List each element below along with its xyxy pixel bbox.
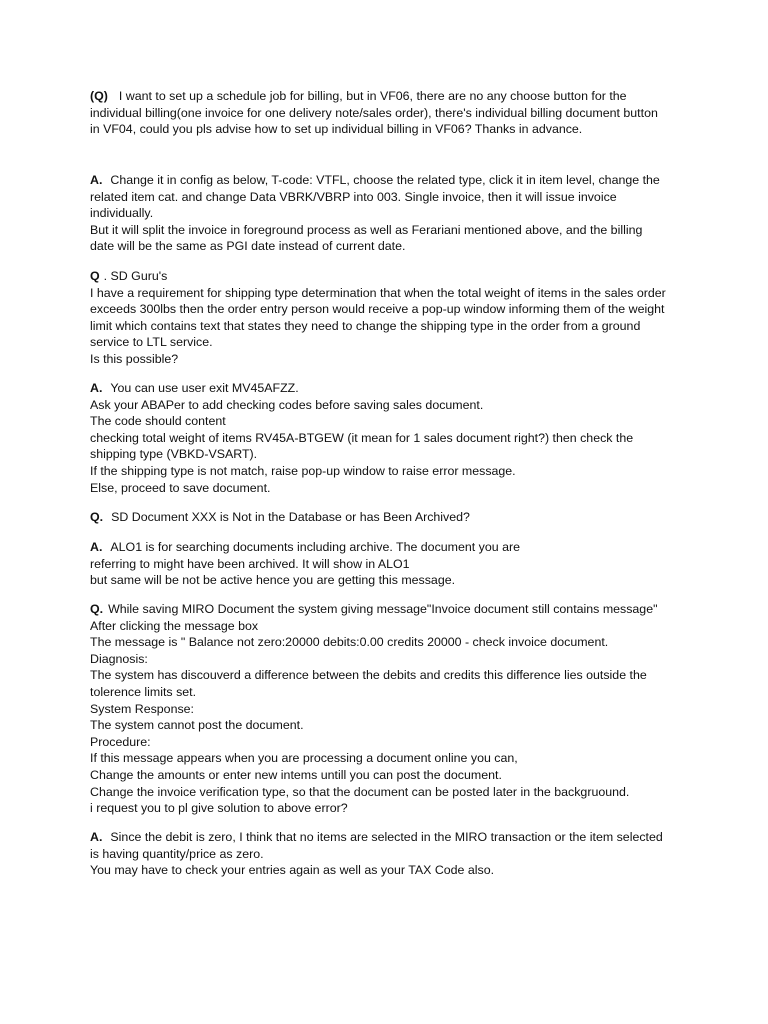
answer-line: Ask your ABAPer to add checking codes before saving sales document. (90, 397, 484, 412)
answer-line: Else, proceed to save document. (90, 480, 271, 495)
question-line: exceeds 300lbs then the order entry person would receive a pop-up window informing them of the weight (90, 302, 665, 317)
line-text: Change it in config as below, T-code: VTFL, choose the related type, click it in item level, change the (110, 173, 660, 187)
line-text: You can use user exit MV45AFZZ. (110, 381, 299, 395)
answer-marker: A. (90, 540, 103, 554)
answer-marker: A. (90, 173, 103, 187)
answer-line: You may have to check your entries again as well as your TAX Code also. (90, 863, 495, 878)
question-line: Change the amounts or enter new intems untill you can post the document. (90, 767, 502, 782)
answer-line (90, 539, 690, 556)
question-marker: Q. (90, 602, 104, 616)
question-line: Is this possible? (90, 351, 179, 366)
question-line: The system cannot post the document. (90, 718, 304, 733)
question-line: The message is " Balance not zero:20000 debits:0.00 credits 20000 - check invoice document. (90, 635, 609, 650)
line-text: . SD Guru's (103, 269, 168, 283)
answer-line: referring to might have been archived. It will show in ALO1 (90, 556, 410, 571)
question-line: System Response: (90, 701, 194, 716)
answer-line: The code should content (90, 414, 226, 429)
answer-line: shipping type (VBKD-VSART). (90, 447, 258, 462)
answer-line: but same will be not be active hence you are getting this message. (90, 573, 456, 588)
answer-2 (90, 380, 690, 496)
question-line: individual billing(one invoice for one delivery note/sales order), there's individual billing document button (90, 105, 658, 120)
question-line: If this message appears when you are processing a document online you can, (90, 751, 518, 766)
question-marker: (Q) (90, 89, 108, 103)
question-3 (90, 509, 690, 526)
answer-line: individually. (90, 206, 154, 221)
line-text: SD Document XXX is Not in the Database or has Been Archived? (111, 510, 470, 524)
question-line (90, 601, 690, 618)
answer-line: If the shipping type is not match, raise pop-up window to raise error message. (90, 463, 516, 478)
question-line: limit which contains text that states they need to change the shipping type in the order from a ground (90, 318, 641, 333)
question-line: i request you to pl give solution to above error? (90, 801, 348, 816)
answer-line: is having quantity/price as zero. (90, 846, 264, 861)
line-text: ALO1 is for searching documents including archive. The document you are (110, 540, 520, 554)
question-1 (90, 88, 690, 138)
question-marker: Q. (90, 510, 104, 524)
question-line: After clicking the message box (90, 618, 259, 633)
question-line: I have a requirement for shipping type determination that when the total weight of items in the sales order (90, 285, 666, 300)
question-line (90, 509, 690, 526)
answer-line: checking total weight of items RV45A-BTGEW (it mean for 1 sales document right?) then check the (90, 430, 634, 445)
question-line: The system has discouverd a difference between the debits and credits this difference lies outside the (90, 668, 647, 683)
answer-line (90, 172, 690, 189)
question-line: Diagnosis: (90, 651, 148, 666)
answer-marker: A. (90, 381, 103, 395)
answer-1 (90, 172, 690, 255)
answer-line (90, 380, 690, 397)
question-line: Change the invoice verification type, so that the document can be posted later in the backgruound. (90, 784, 630, 799)
question-line: in VF04, could you pls advise how to set up individual billing in VF06? Thanks in advance. (90, 122, 583, 137)
question-line: service to LTL service. (90, 335, 213, 350)
answer-line: date will be the same as PGI date instead of current date. (90, 239, 406, 254)
answer-4 (90, 829, 690, 879)
question-marker: Q (90, 269, 100, 283)
question-line: tolerence limits set. (90, 684, 197, 699)
line-text: Since the debit is zero, I think that no items are selected in the MIRO transaction or the item selected (110, 830, 663, 844)
answer-line: related item cat. and change Data VBRK/VBRP into 003. Single invoice, then it will issue invoice (90, 189, 617, 204)
line-text: I want to set up a schedule job for billing, but in VF06, there are no any choose button for the (118, 89, 627, 103)
answer-marker: A. (90, 830, 103, 844)
question-2 (90, 268, 690, 368)
question-line (90, 88, 690, 105)
question-line: Procedure: (90, 734, 151, 749)
question-4 (90, 601, 690, 817)
question-line (90, 268, 690, 285)
line-text: While saving MIRO Document the system giving message"Invoice document still contains message" (108, 602, 658, 616)
answer-3 (90, 539, 690, 589)
answer-line (90, 829, 690, 846)
answer-line: But it will split the invoice in foreground process as well as Ferariani mentioned above, and the billing (90, 222, 643, 237)
